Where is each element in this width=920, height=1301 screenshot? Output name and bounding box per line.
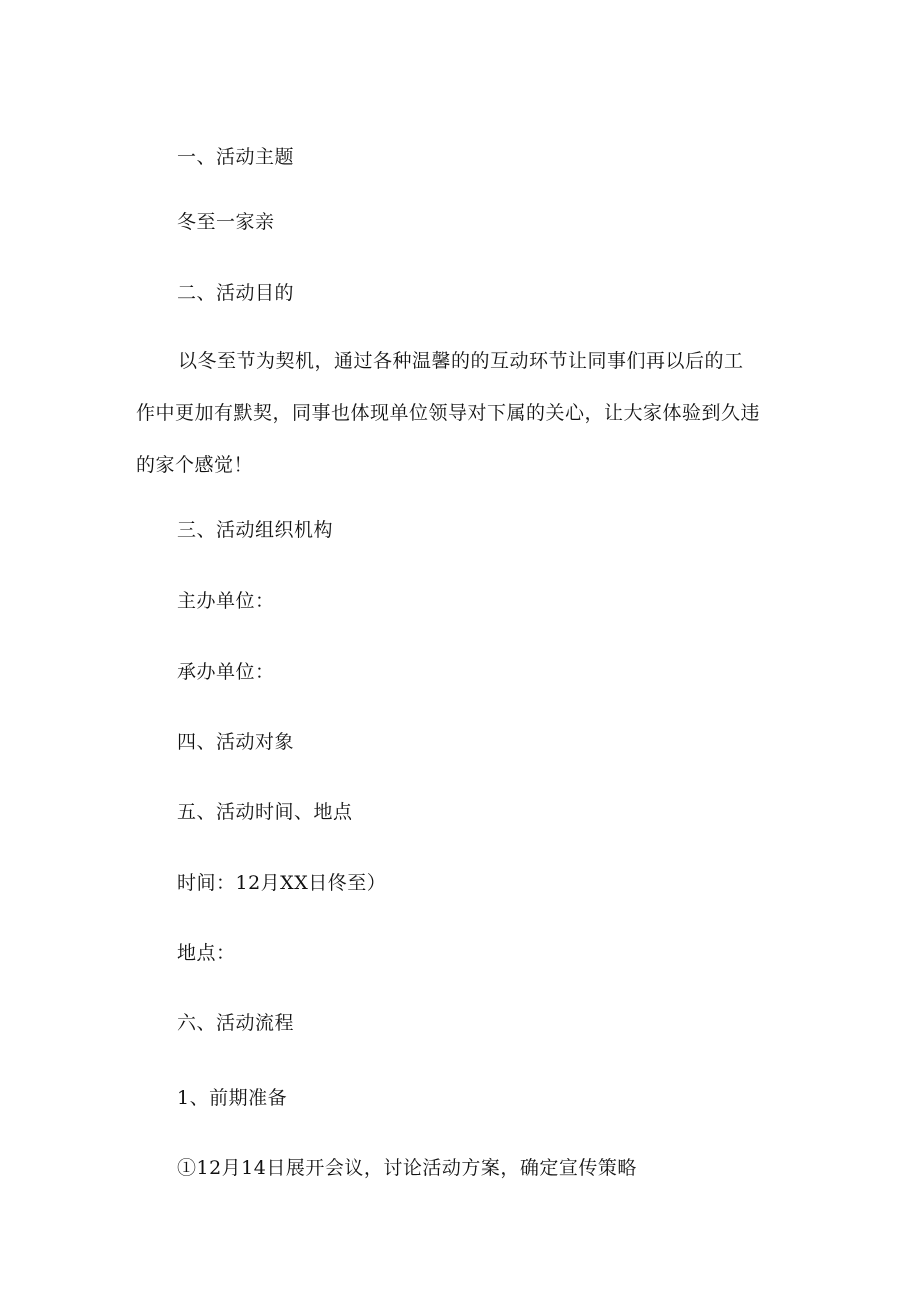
- event-time: 时间：12月XX日佟至）: [177, 872, 387, 894]
- event-place: 地点：: [177, 942, 236, 964]
- purpose-paragraph: [136, 349, 786, 505]
- step-preparation: 1、前期准备: [177, 1087, 288, 1109]
- heading-organization: 三、活动组织机构: [177, 519, 334, 541]
- step-meeting: ①12月14日展开会议，讨论活动方案，确定宣传策略: [177, 1157, 637, 1179]
- purpose-line-3: 的家个感觉！: [136, 454, 254, 476]
- purpose-line-1: 以冬至节为契机，通过各种温馨的的互动环节让同事们再以后的工: [178, 350, 744, 372]
- theme-text: 冬至一家亲: [177, 211, 275, 233]
- heading-process: 六、活动流程: [177, 1012, 295, 1034]
- purpose-line-2: 作中更加有默契，同事也体现单位领导对下属的关心，让大家体验到久违: [136, 402, 761, 424]
- heading-time-place: 五、活动时间、地点: [177, 801, 353, 823]
- heading-purpose: 二、活动目的: [177, 282, 295, 304]
- heading-theme: 一、活动主题: [177, 146, 295, 168]
- organizer-unit: 承办单位：: [177, 661, 275, 683]
- host-unit: 主办单位：: [177, 590, 275, 612]
- heading-audience: 四、活动对象: [177, 731, 295, 753]
